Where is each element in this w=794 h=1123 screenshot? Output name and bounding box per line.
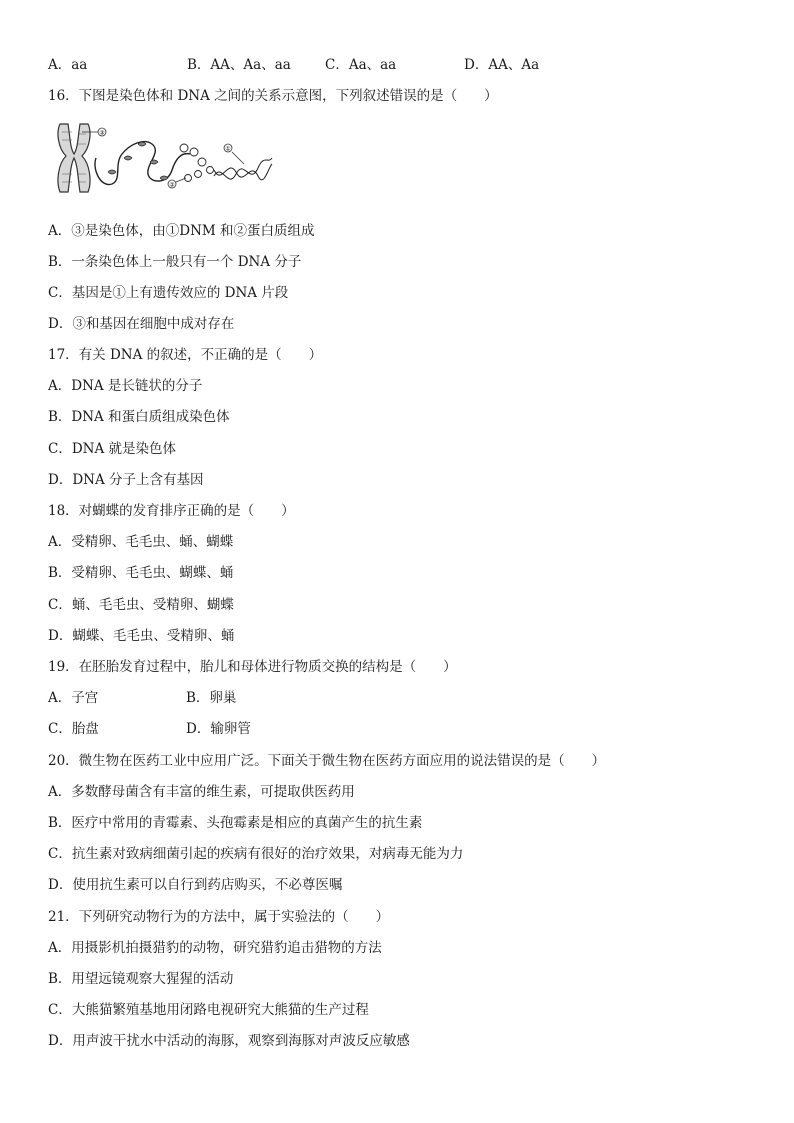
figure-label-2: ②: [169, 181, 175, 189]
q21-option-d[interactable]: D．用声波干扰水中活动的海豚，观察到海豚对声波反应敏感: [48, 1033, 410, 1049]
q17-stem: 17．有关 DNA 的叙述，不正确的是（ ）: [48, 347, 323, 363]
q16-option-c[interactable]: C．基因是①上有遗传效应的 DNA 片段: [48, 285, 289, 301]
q19-option-c[interactable]: C．胎盘: [48, 721, 99, 737]
q16-stem: 16．下图是染色体和 DNA 之间的关系示意图，下列叙述错误的是（ ）: [48, 88, 498, 104]
q20-option-a[interactable]: A．多数酵母菌含有丰富的维生素，可提取供医药用: [48, 784, 355, 800]
nucleosome-beads: [180, 144, 214, 182]
chromosome-dna-diagram: [52, 118, 276, 198]
q19-option-b[interactable]: B．卵巢: [186, 690, 237, 706]
q20-option-b[interactable]: B．医疗中常用的青霉素、头孢霉素是相应的真菌产生的抗生素: [48, 815, 423, 831]
q16-option-b[interactable]: B．一条染色体上一般只有一个 DNA 分子: [48, 254, 302, 270]
q16-option-d[interactable]: D．③和基因在细胞中成对存在: [48, 316, 235, 332]
q15-option-d[interactable]: D．AA、Aa: [464, 57, 540, 73]
q19-option-a[interactable]: A．子宫: [48, 690, 99, 706]
q18-option-d[interactable]: D．蝴蝶、毛毛虫、受精卵、蛹: [48, 628, 235, 644]
q21-stem: 21．下列研究动物行为的方法中，属于实验法的（ ）: [48, 909, 390, 925]
q18-option-a[interactable]: A．受精卵、毛毛虫、蛹、蝴蝶: [48, 534, 234, 550]
q16-option-a[interactable]: A．③是染色体，由①DNM 和②蛋白质组成: [48, 223, 315, 239]
q15-option-a[interactable]: A．aa: [48, 57, 88, 73]
q21-option-a[interactable]: A．用摄影机拍摄猎豹的动物，研究猎豹追击猎物的方法: [48, 940, 382, 956]
coiled-fiber: [95, 142, 190, 185]
q20-option-c[interactable]: C．抗生素对致病细菌引起的疾病有很好的治疗效果，对病毒无能为力: [48, 846, 464, 862]
q18-option-c[interactable]: C．蛹、毛毛虫、受精卵、蝴蝶: [48, 597, 234, 613]
q21-option-c[interactable]: C．大熊猫繁殖基地用闭路电视研究大熊猫的生产过程: [48, 1002, 369, 1018]
q20-stem: 20．微生物在医药工业中应用广泛。下面关于微生物在医药方面应用的说法错误的是（ ）: [48, 753, 606, 769]
figure-label-3: ③: [99, 129, 105, 137]
q15-option-b[interactable]: B．AA、Aa、aa: [187, 57, 291, 73]
q21-option-b[interactable]: B．用望远镜观察大猩猩的活动: [48, 971, 234, 987]
q17-option-a[interactable]: A．DNA 是长链状的分子: [48, 378, 203, 394]
dna-helix: [214, 158, 272, 180]
q19-stem: 19．在胚胎发育过程中，胎儿和母体进行物质交换的结构是（ ）: [48, 659, 457, 675]
q17-option-b[interactable]: B．DNA 和蛋白质组成染色体: [48, 409, 230, 425]
q17-option-c[interactable]: C．DNA 就是染色体: [48, 441, 177, 457]
q17-option-d[interactable]: D．DNA 分子上含有基因: [48, 472, 204, 488]
q18-stem: 18．对蝴蝶的发育排序正确的是（ ）: [48, 503, 295, 519]
q19-option-d[interactable]: D．输卵管: [186, 721, 251, 737]
q15-option-c[interactable]: C．Aa、aa: [325, 57, 397, 73]
q18-option-b[interactable]: B．受精卵、毛毛虫、蝴蝶、蛹: [48, 565, 234, 581]
q20-option-d[interactable]: D．使用抗生素可以自行到药店购买，不必尊医嘱: [48, 877, 343, 893]
figure-label-1: ①: [225, 145, 231, 153]
